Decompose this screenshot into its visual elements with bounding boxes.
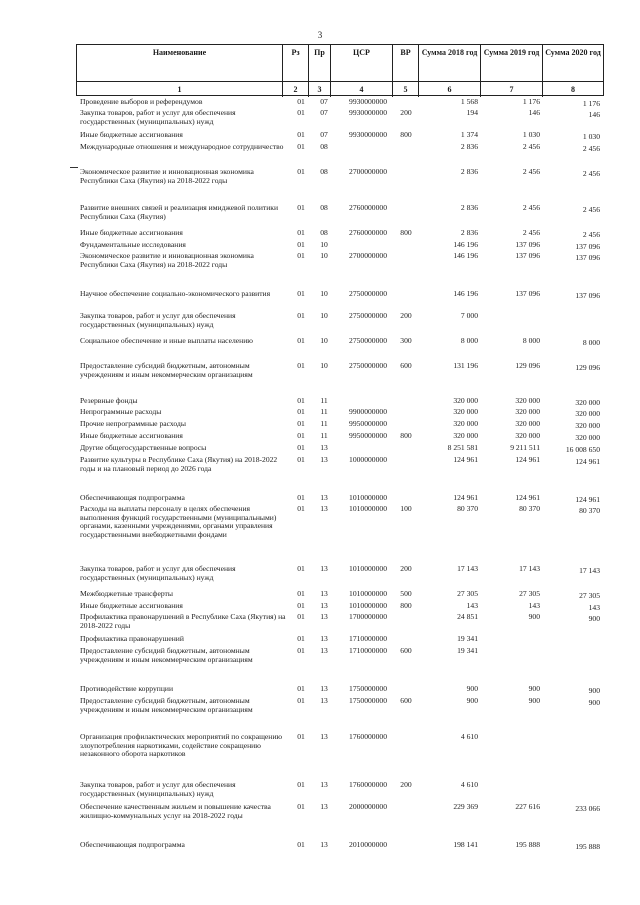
header-num-1: 1 <box>77 81 283 97</box>
row-rz: 01 <box>297 696 305 705</box>
row-rz: 01 <box>297 646 305 655</box>
row-pr: 08 <box>320 203 328 212</box>
row-name: Предоставление субсидий бюджетным, автономным учреждениям и иным некоммерческим организациям <box>80 361 253 379</box>
row-pr: 11 <box>320 407 328 416</box>
row-name: Организация профилактических мероприятий по сокращению злоупотребления наркотиками, содействие сокращению незаконного оборота наркотиков <box>80 732 283 759</box>
row-rz: 01 <box>297 504 305 513</box>
row-csr: 1000000000 <box>349 455 387 464</box>
row-sum-2020: 233 066 <box>575 804 600 813</box>
row-sum-2019: 27 305 <box>519 589 540 598</box>
row-sum-2020: 137 096 <box>575 253 600 262</box>
row-rz: 01 <box>297 167 305 176</box>
row-csr: 2760000000 <box>349 228 387 237</box>
row-name: Непрограммные расходы <box>80 407 162 416</box>
row-pr: 10 <box>320 336 328 345</box>
header-pr: Пр <box>309 45 331 81</box>
row-sum-2018: 7 000 <box>460 311 478 320</box>
row-name: Фундаментальные исследования <box>80 240 186 249</box>
row-sum-2018: 27 305 <box>457 589 478 598</box>
row-sum-2019: 900 <box>528 696 540 705</box>
row-pr: 13 <box>320 684 328 693</box>
row-name: Закупка товаров, работ и услуг для обеспечения государственных (муниципальных) нужд <box>80 108 236 126</box>
row-sum-2018: 2 836 <box>460 142 478 151</box>
row-rz: 01 <box>297 684 305 693</box>
row-vr: 200 <box>400 780 412 789</box>
row-sum-2020: 27 305 <box>579 591 600 600</box>
row-sum-2019: 2 456 <box>522 203 540 212</box>
row-rz: 01 <box>297 228 305 237</box>
row-vr: 200 <box>400 311 412 320</box>
row-name: Развитие внешних связей и реализация имиджевой политики Республики Саха (Якутия) <box>80 203 279 221</box>
row-rz: 01 <box>297 407 305 416</box>
row-csr: 9930000000 <box>349 130 387 139</box>
row-sum-2019: 137 096 <box>515 251 540 260</box>
row-rz: 01 <box>297 732 305 741</box>
row-rz: 01 <box>297 493 305 502</box>
row-rz: 01 <box>297 130 305 139</box>
row-sum-2018: 124 961 <box>453 493 478 502</box>
row-csr: 2760000000 <box>349 203 387 212</box>
row-sum-2020: 137 096 <box>575 291 600 300</box>
row-name: Другие общегосударственные вопросы <box>80 443 207 452</box>
row-sum-2018: 2 836 <box>460 228 478 237</box>
row-pr: 08 <box>320 167 328 176</box>
row-sum-2018: 8 251 581 <box>447 443 478 452</box>
row-sum-2018: 198 141 <box>453 840 478 849</box>
row-sum-2018: 124 961 <box>453 455 478 464</box>
row-name: Противодействие коррупции <box>80 684 174 693</box>
row-name: Иные бюджетные ассигнования <box>80 130 183 139</box>
row-sum-2019: 227 616 <box>515 802 540 811</box>
row-name: Профилактика правонарушений в Республике Саха (Якутия) на 2018-2022 годы <box>80 612 286 630</box>
row-name: Обеспечивающая подпрограмма <box>80 493 185 502</box>
row-pr: 13 <box>320 732 328 741</box>
row-sum-2019: 137 096 <box>515 240 540 249</box>
row-sum-2020: 1 030 <box>582 132 600 141</box>
row-name: Социальное обеспечение и иные выплаты населению <box>80 336 253 345</box>
row-name: Закупка товаров, работ и услуг для обеспечения государственных (муниципальных) нужд <box>80 564 236 582</box>
row-sum-2020: 900 <box>588 614 600 623</box>
row-sum-2019: 129 096 <box>515 361 540 370</box>
row-sum-2020: 143 <box>588 603 600 612</box>
row-vr: 300 <box>400 336 412 345</box>
row-sum-2020: 2 456 <box>582 230 600 239</box>
header-num-7: 7 <box>481 81 543 97</box>
row-pr: 13 <box>320 504 328 513</box>
row-sum-2018: 229 369 <box>453 802 478 811</box>
row-csr: 9930000000 <box>349 97 387 106</box>
row-name: Иные бюджетные ассигнования <box>80 431 183 440</box>
row-csr: 1760000000 <box>349 732 387 741</box>
row-sum-2019: 320 000 <box>515 419 540 428</box>
row-sum-2018: 17 143 <box>457 564 478 573</box>
row-name: Иные бюджетные ассигнования <box>80 601 183 610</box>
row-rz: 01 <box>297 336 305 345</box>
row-csr: 9930000000 <box>349 108 387 117</box>
row-csr: 1700000000 <box>349 612 387 621</box>
row-sum-2020: 2 456 <box>582 205 600 214</box>
row-sum-2019: 320 000 <box>515 407 540 416</box>
row-pr: 13 <box>320 612 328 621</box>
row-pr: 13 <box>320 780 328 789</box>
row-sum-2019: 1 030 <box>522 130 540 139</box>
row-csr: 2750000000 <box>349 289 387 298</box>
row-csr: 1750000000 <box>349 684 387 693</box>
row-pr: 13 <box>320 634 328 643</box>
row-sum-2019: 8 000 <box>522 336 540 345</box>
row-pr: 13 <box>320 696 328 705</box>
row-csr: 1710000000 <box>349 634 387 643</box>
row-sum-2020: 129 096 <box>575 363 600 372</box>
row-sum-2020: 8 000 <box>582 338 600 347</box>
row-sum-2018: 900 <box>466 696 478 705</box>
row-rz: 01 <box>297 361 305 370</box>
row-sum-2018: 80 370 <box>457 504 478 513</box>
row-sum-2018: 2 836 <box>460 203 478 212</box>
row-rz: 01 <box>297 601 305 610</box>
header-rz: Рз <box>283 45 309 81</box>
row-name: Экономическое развитие и инновационная экономика Республики Саха (Якутия) на 2018-2022 годы <box>80 167 254 185</box>
row-pr: 13 <box>320 840 328 849</box>
row-sum-2020: 900 <box>588 686 600 695</box>
row-pr: 13 <box>320 455 328 464</box>
row-csr: 2700000000 <box>349 167 387 176</box>
row-vr: 500 <box>400 589 412 598</box>
row-pr: 11 <box>320 396 328 405</box>
row-rz: 01 <box>297 97 305 106</box>
row-sum-2018: 4 610 <box>460 732 478 741</box>
header-sum-2019: Сумма 2019 год <box>481 45 543 81</box>
header-sum-2020: Сумма 2020 год <box>545 48 601 57</box>
row-rz: 01 <box>297 419 305 428</box>
header-sum-2018: Сумма 2018 год <box>419 45 481 81</box>
row-sum-2018: 1 374 <box>460 130 478 139</box>
row-rz: 01 <box>297 396 305 405</box>
header-csr: ЦСР <box>331 45 393 81</box>
row-csr: 1010000000 <box>349 601 387 610</box>
row-pr: 10 <box>320 361 328 370</box>
row-pr: 13 <box>320 646 328 655</box>
row-csr: 1010000000 <box>349 564 387 573</box>
row-sum-2019: 124 961 <box>515 493 540 502</box>
row-csr: 2750000000 <box>349 361 387 370</box>
header-name: Наименование <box>77 45 283 81</box>
row-rz: 01 <box>297 203 305 212</box>
row-sum-2020: 137 096 <box>575 242 600 251</box>
row-sum-2020: 124 961 <box>575 457 600 466</box>
row-rz: 01 <box>297 455 305 464</box>
row-name: Международные отношения и международное сотрудничество <box>80 142 284 151</box>
row-csr: 1010000000 <box>349 589 387 598</box>
row-sum-2018: 146 196 <box>453 251 478 260</box>
row-pr: 13 <box>320 601 328 610</box>
row-pr: 13 <box>320 493 328 502</box>
row-sum-2019: 80 370 <box>519 504 540 513</box>
row-csr: 2010000000 <box>349 840 387 849</box>
row-rz: 01 <box>297 443 305 452</box>
row-sum-2019: 143 <box>528 601 540 610</box>
header-num-5: 5 <box>393 81 419 97</box>
row-rz: 01 <box>297 240 305 249</box>
row-sum-2018: 320 000 <box>453 396 478 405</box>
row-rz: 01 <box>297 589 305 598</box>
row-name: Предоставление субсидий бюджетным, автономным учреждениям и иным некоммерческим организациям <box>80 696 253 714</box>
row-sum-2020: 900 <box>588 698 600 707</box>
row-pr: 08 <box>320 228 328 237</box>
row-sum-2019: 2 456 <box>522 228 540 237</box>
row-sum-2020: 17 143 <box>579 566 600 575</box>
row-sum-2019: 2 456 <box>522 167 540 176</box>
row-csr: 9900000000 <box>349 407 387 416</box>
row-rz: 01 <box>297 612 305 621</box>
row-sum-2020: 320 000 <box>575 421 600 430</box>
row-sum-2018: 2 836 <box>460 167 478 176</box>
row-vr: 800 <box>400 228 412 237</box>
row-sum-2018: 143 <box>466 601 478 610</box>
row-name: Профилактика правонарушений <box>80 634 184 643</box>
row-sum-2018: 320 000 <box>453 407 478 416</box>
row-name: Проведение выборов и референдумов <box>80 97 203 106</box>
row-name: Прочие непрограммные расходы <box>80 419 186 428</box>
row-sum-2020: 195 888 <box>575 842 600 851</box>
row-sum-2018: 24 851 <box>457 612 478 621</box>
row-rz: 01 <box>297 311 305 320</box>
row-csr: 2000000000 <box>349 802 387 811</box>
row-name: Обеспечивающая подпрограмма <box>80 840 185 849</box>
row-rz: 01 <box>297 840 305 849</box>
row-name: Межбюджетные трансферты <box>80 589 173 598</box>
row-sum-2019: 1 176 <box>522 97 540 106</box>
header-num-2: 2 <box>283 81 309 97</box>
row-vr: 200 <box>400 108 412 117</box>
header-num-8: 8 <box>543 81 603 97</box>
row-csr: 2750000000 <box>349 336 387 345</box>
row-rz: 01 <box>297 780 305 789</box>
row-csr: 2700000000 <box>349 251 387 260</box>
row-csr: 1010000000 <box>349 504 387 513</box>
row-vr: 600 <box>400 646 412 655</box>
row-name: Закупка товаров, работ и услуг для обеспечения государственных (муниципальных) нужд <box>80 311 236 329</box>
row-sum-2020: 80 370 <box>579 506 600 515</box>
row-rz: 01 <box>297 564 305 573</box>
row-pr: 11 <box>320 431 328 440</box>
row-name: Обеспечение качественным жильем и повышение качества жилищно-коммунальных услуг на 2018-2022 годы <box>80 802 271 820</box>
row-sum-2018: 131 196 <box>453 361 478 370</box>
row-name: Экономическое развитие и инновационная экономика Республики Саха (Якутия) на 2018-2022 годы <box>80 251 254 269</box>
page-number: 3 <box>317 30 323 40</box>
row-name: Расходы на выплаты персоналу в целях обеспечения выполнения функций государственными (муниципальными) органами, казенными учреждениями, органами управления государственными внебюджетными фондами <box>80 504 277 539</box>
row-pr: 07 <box>320 108 328 117</box>
row-csr: 1010000000 <box>349 493 387 502</box>
row-sum-2020: 124 961 <box>575 495 600 504</box>
row-sum-2019: 195 888 <box>515 840 540 849</box>
row-pr: 13 <box>320 443 328 452</box>
header-vr: ВР <box>393 45 419 81</box>
row-name: Иные бюджетные ассигнования <box>80 228 183 237</box>
header-num-4: 4 <box>331 81 393 97</box>
row-sum-2019: 320 000 <box>515 396 540 405</box>
row-sum-2020: 320 000 <box>575 409 600 418</box>
row-name: Закупка товаров, работ и услуг для обеспечения государственных (муниципальных) нужд <box>80 780 236 798</box>
row-sum-2020: 2 456 <box>582 144 600 153</box>
header-num-3: 3 <box>309 81 331 97</box>
row-pr: 10 <box>320 289 328 298</box>
row-sum-2018: 19 341 <box>457 646 478 655</box>
row-name: Развитие культуры в Республике Саха (Якутия) на 2018-2022 годы и на плановый период до 2026 года <box>80 455 278 473</box>
row-sum-2018: 1 568 <box>460 97 478 106</box>
row-sum-2019: 9 211 511 <box>510 443 540 452</box>
header-num-6: 6 <box>419 81 481 97</box>
row-name: Резервные фонды <box>80 396 138 405</box>
row-sum-2018: 146 196 <box>453 240 478 249</box>
row-pr: 13 <box>320 564 328 573</box>
row-vr: 800 <box>400 431 412 440</box>
row-sum-2018: 194 <box>466 108 478 117</box>
row-pr: 10 <box>320 240 328 249</box>
row-sum-2018: 4 610 <box>460 780 478 789</box>
row-pr: 10 <box>320 251 328 260</box>
row-pr: 08 <box>320 142 328 151</box>
row-csr: 1750000000 <box>349 696 387 705</box>
row-sum-2020: 146 <box>588 110 600 119</box>
row-sum-2019: 900 <box>528 612 540 621</box>
row-rz: 01 <box>297 142 305 151</box>
row-sum-2019: 146 <box>528 108 540 117</box>
row-pr: 10 <box>320 311 328 320</box>
row-sum-2018: 146 196 <box>453 289 478 298</box>
row-vr: 800 <box>400 130 412 139</box>
row-sum-2019: 320 000 <box>515 431 540 440</box>
row-sum-2018: 19 341 <box>457 634 478 643</box>
row-sum-2019: 900 <box>528 684 540 693</box>
row-name: Научное обеспечение социально-экономического развития <box>80 289 271 298</box>
row-sum-2020: 2 456 <box>582 169 600 178</box>
row-sum-2019: 2 456 <box>522 142 540 151</box>
row-csr: 2750000000 <box>349 311 387 320</box>
row-sum-2018: 320 000 <box>453 431 478 440</box>
row-sum-2018: 320 000 <box>453 419 478 428</box>
row-pr: 07 <box>320 97 328 106</box>
row-sum-2019: 137 096 <box>515 289 540 298</box>
row-vr: 600 <box>400 361 412 370</box>
row-csr: 1760000000 <box>349 780 387 789</box>
row-pr: 13 <box>320 589 328 598</box>
row-pr: 13 <box>320 802 328 811</box>
row-sum-2018: 900 <box>466 684 478 693</box>
row-name: Предоставление субсидий бюджетным, автономным учреждениям и иным некоммерческим организациям <box>80 646 253 664</box>
row-sum-2020: 1 176 <box>582 99 600 108</box>
row-vr: 800 <box>400 601 412 610</box>
row-sum-2020: 320 000 <box>575 433 600 442</box>
row-sum-2019: 17 143 <box>519 564 540 573</box>
row-csr: 1710000000 <box>349 646 387 655</box>
row-vr: 100 <box>400 504 412 513</box>
row-pr: 07 <box>320 130 328 139</box>
row-rz: 01 <box>297 108 305 117</box>
row-vr: 600 <box>400 696 412 705</box>
row-rz: 01 <box>297 634 305 643</box>
row-csr: 9950000000 <box>349 431 387 440</box>
row-sum-2020: 320 000 <box>575 398 600 407</box>
row-rz: 01 <box>297 289 305 298</box>
row-rz: 01 <box>297 802 305 811</box>
row-pr: 11 <box>320 419 328 428</box>
row-vr: 200 <box>400 564 412 573</box>
row-sum-2020: 16 008 650 <box>565 445 600 454</box>
row-csr: 9950000000 <box>349 419 387 428</box>
row-rz: 01 <box>297 251 305 260</box>
row-sum-2018: 8 000 <box>460 336 478 345</box>
row-sum-2019: 124 961 <box>515 455 540 464</box>
row-rz: 01 <box>297 431 305 440</box>
